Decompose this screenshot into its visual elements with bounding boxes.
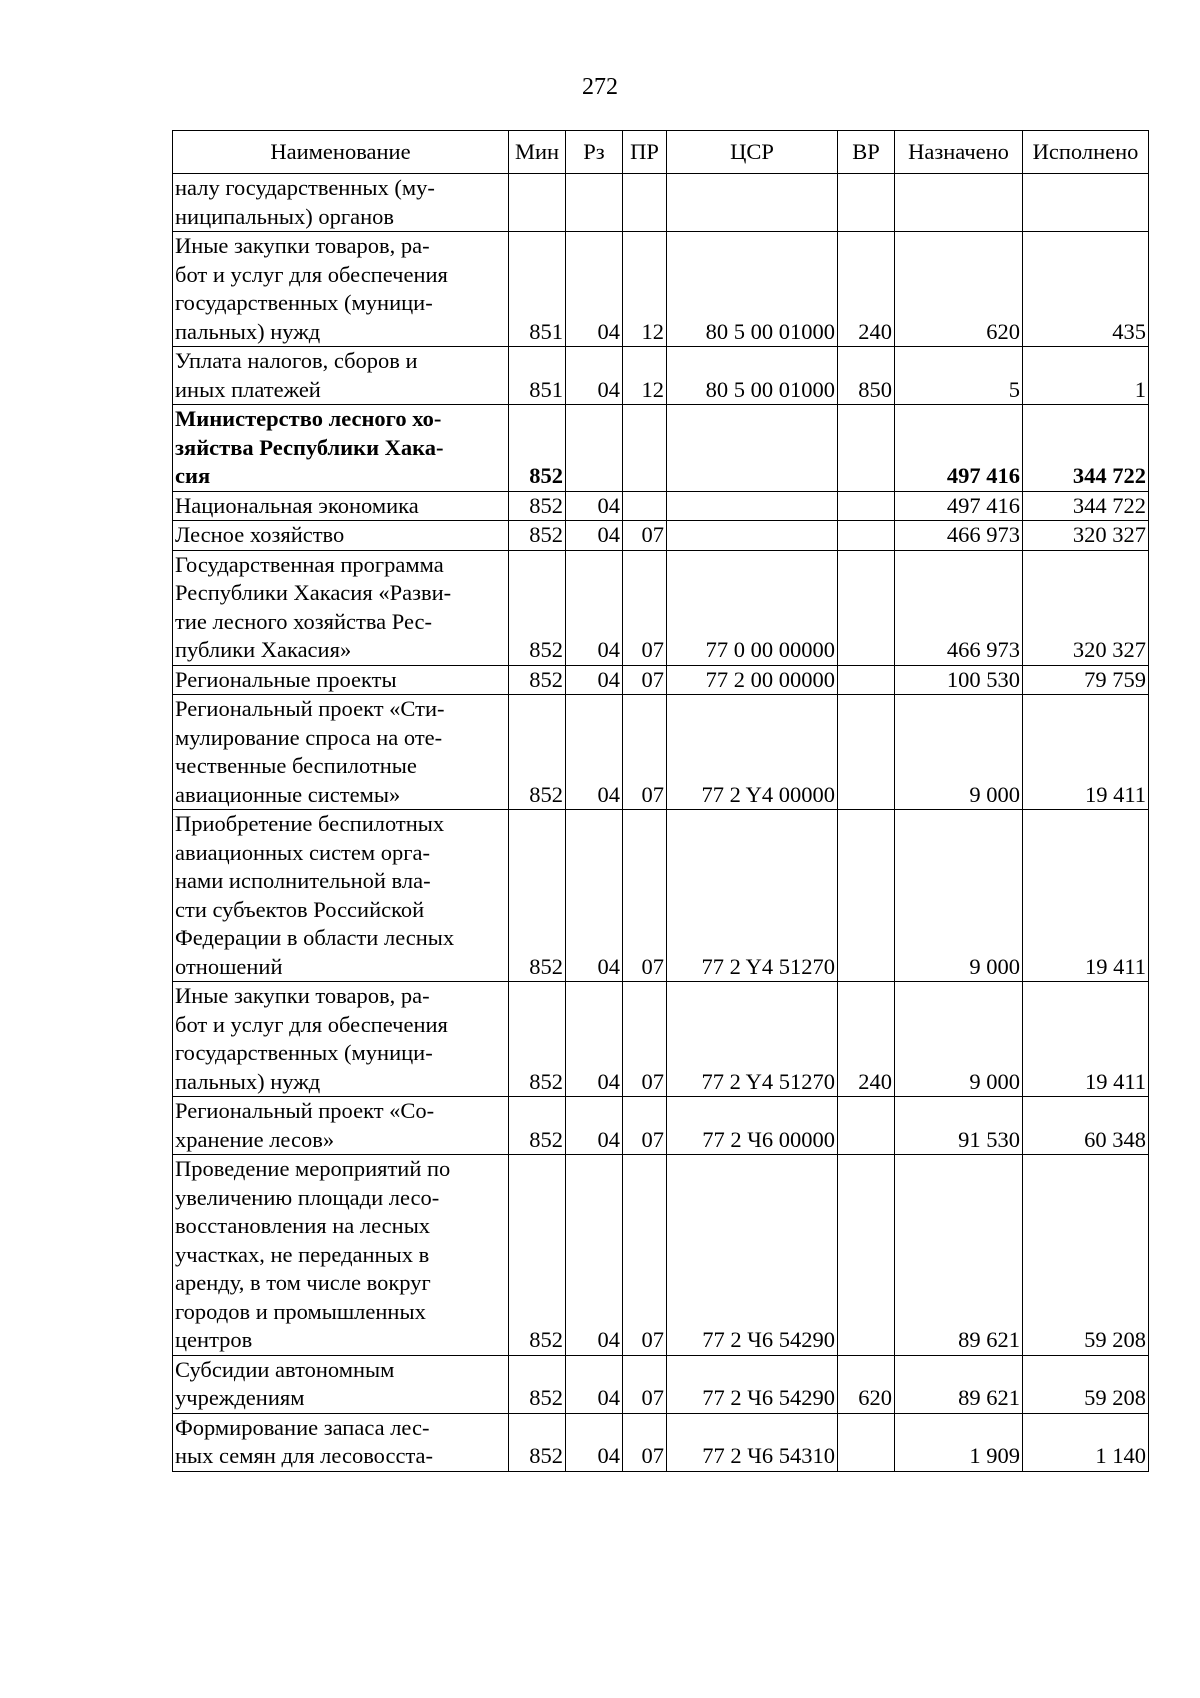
cell-rz [566,174,623,232]
cell-csr: 77 2 Y4 51270 [667,982,838,1097]
cell-executed: 320 327 [1023,521,1149,551]
cell-assigned: 466 973 [895,521,1023,551]
header-assigned: Назначено [895,131,1023,174]
cell-min: 852 [509,1413,566,1471]
cell-assigned: 466 973 [895,550,1023,665]
cell-name: налу государственных (му- ниципальных) органов [173,174,509,232]
cell-csr [667,521,838,551]
table-row [173,1097,1149,1155]
cell-min: 852 [509,982,566,1097]
table-row [173,1155,1149,1356]
cell-min: 852 [509,695,566,810]
cell-executed: 59 208 [1023,1355,1149,1413]
cell-rz: 04 [566,550,623,665]
cell-assigned: 9 000 [895,982,1023,1097]
cell-name: Иные закупки товаров, ра- бот и услуг для обеспечения государственных (муници- пальных) нужд [173,982,509,1097]
cell-vr [838,1155,895,1356]
cell-rz: 04 [566,810,623,982]
cell-vr [838,550,895,665]
header-executed: Исполнено [1023,131,1149,174]
cell-executed: 19 411 [1023,695,1149,810]
cell-pr: 12 [623,232,667,347]
cell-name: Государственная программа Республики Хакасия «Разви- тие лесного хозяйства Рес- публики Хакасия» [173,550,509,665]
cell-min: 852 [509,521,566,551]
cell-vr [838,665,895,695]
cell-min: 852 [509,810,566,982]
cell-pr [623,405,667,492]
table-row [173,405,1149,492]
cell-csr: 77 2 Y4 51270 [667,810,838,982]
cell-rz: 04 [566,1355,623,1413]
table-row [173,521,1149,551]
cell-vr [838,174,895,232]
table-row [173,232,1149,347]
budget-table [172,130,1149,1472]
cell-pr [623,174,667,232]
cell-executed: 19 411 [1023,810,1149,982]
cell-vr: 620 [838,1355,895,1413]
header-name: Наименование [173,131,509,174]
cell-rz [566,405,623,492]
cell-vr [838,810,895,982]
cell-assigned: 100 530 [895,665,1023,695]
cell-csr [667,491,838,521]
cell-assigned: 9 000 [895,810,1023,982]
cell-rz: 04 [566,982,623,1097]
cell-assigned: 620 [895,232,1023,347]
cell-rz: 04 [566,1155,623,1356]
cell-executed [1023,174,1149,232]
cell-csr: 77 2 Y4 00000 [667,695,838,810]
cell-min: 851 [509,232,566,347]
cell-pr: 07 [623,665,667,695]
cell-pr: 07 [623,1413,667,1471]
cell-csr: 77 2 Ч6 54310 [667,1413,838,1471]
cell-assigned [895,174,1023,232]
cell-executed: 79 759 [1023,665,1149,695]
cell-name: Министерство лесного хо- зяйства Республики Хака- сия [173,405,509,492]
cell-name: Национальная экономика [173,491,509,521]
cell-pr: 07 [623,550,667,665]
cell-csr: 80 5 00 01000 [667,232,838,347]
cell-min: 852 [509,665,566,695]
cell-vr: 240 [838,232,895,347]
cell-executed: 1 140 [1023,1413,1149,1471]
cell-vr [838,491,895,521]
cell-min: 852 [509,1155,566,1356]
cell-name: Региональные проекты [173,665,509,695]
cell-executed: 320 327 [1023,550,1149,665]
cell-name: Региональный проект «Со- хранение лесов» [173,1097,509,1155]
cell-pr: 07 [623,1155,667,1356]
cell-pr: 12 [623,347,667,405]
cell-vr [838,405,895,492]
cell-pr: 07 [623,695,667,810]
cell-csr: 77 2 00 00000 [667,665,838,695]
table-row [173,982,1149,1097]
header-csr: ЦСР [667,131,838,174]
cell-name: Иные закупки товаров, ра- бот и услуг для обеспечения государственных (муници- пальных) нужд [173,232,509,347]
cell-csr [667,174,838,232]
cell-executed: 59 208 [1023,1155,1149,1356]
table-row [173,1355,1149,1413]
page-number: 272 [582,74,618,100]
cell-min: 852 [509,491,566,521]
cell-assigned: 1 909 [895,1413,1023,1471]
table-row [173,665,1149,695]
cell-vr [838,695,895,810]
cell-csr: 77 2 Ч6 54290 [667,1155,838,1356]
cell-pr: 07 [623,982,667,1097]
cell-assigned: 9 000 [895,695,1023,810]
table-row [173,174,1149,232]
cell-executed: 1 [1023,347,1149,405]
table-row [173,491,1149,521]
cell-name: Лесное хозяйство [173,521,509,551]
header-vr: ВР [838,131,895,174]
cell-assigned: 89 621 [895,1355,1023,1413]
cell-name: Региональный проект «Сти- мулирование спроса на оте- чественные беспилотные авиационные системы» [173,695,509,810]
cell-vr: 240 [838,982,895,1097]
cell-executed: 344 722 [1023,491,1149,521]
cell-rz: 04 [566,695,623,810]
cell-pr: 07 [623,1355,667,1413]
cell-name: Приобретение беспилотных авиационных систем орга- нами исполнительной вла- сти субъектов Российской Федерации в области лесных отношений [173,810,509,982]
cell-executed: 435 [1023,232,1149,347]
cell-name: Формирование запаса лес- ных семян для лесовосста- [173,1413,509,1471]
cell-executed: 19 411 [1023,982,1149,1097]
cell-vr [838,1097,895,1155]
cell-pr [623,491,667,521]
cell-rz: 04 [566,491,623,521]
table-body [173,174,1149,1472]
cell-name: Уплата налогов, сборов и иных платежей [173,347,509,405]
cell-rz: 04 [566,1413,623,1471]
cell-assigned: 91 530 [895,1097,1023,1155]
cell-name: Субсидии автономным учреждениям [173,1355,509,1413]
cell-executed: 60 348 [1023,1097,1149,1155]
table-row [173,810,1149,982]
cell-assigned: 5 [895,347,1023,405]
header-pr: ПР [623,131,667,174]
cell-vr [838,1413,895,1471]
cell-csr [667,405,838,492]
cell-assigned: 497 416 [895,405,1023,492]
cell-rz: 04 [566,347,623,405]
table-header-row [173,131,1149,174]
cell-min [509,174,566,232]
cell-pr: 07 [623,810,667,982]
cell-assigned: 497 416 [895,491,1023,521]
cell-csr: 77 2 Ч6 54290 [667,1355,838,1413]
cell-min: 851 [509,347,566,405]
cell-assigned: 89 621 [895,1155,1023,1356]
table-row [173,347,1149,405]
table-row [173,550,1149,665]
cell-csr: 77 2 Ч6 00000 [667,1097,838,1155]
cell-min: 852 [509,405,566,492]
cell-csr: 80 5 00 01000 [667,347,838,405]
cell-min: 852 [509,550,566,665]
cell-min: 852 [509,1355,566,1413]
cell-name: Проведение мероприятий по увеличению площади лесо- восстановления на лесных участках, не переданных в аренду, в том числе вокруг городов и промышленных центров [173,1155,509,1356]
cell-rz: 04 [566,232,623,347]
cell-rz: 04 [566,1097,623,1155]
table-row [173,695,1149,810]
cell-vr [838,521,895,551]
cell-csr: 77 0 00 00000 [667,550,838,665]
cell-executed: 344 722 [1023,405,1149,492]
header-rz: Рз [566,131,623,174]
cell-vr: 850 [838,347,895,405]
cell-pr: 07 [623,1097,667,1155]
cell-pr: 07 [623,521,667,551]
cell-rz: 04 [566,521,623,551]
table-row [173,1413,1149,1471]
cell-min: 852 [509,1097,566,1155]
cell-rz: 04 [566,665,623,695]
header-min: Мин [509,131,566,174]
